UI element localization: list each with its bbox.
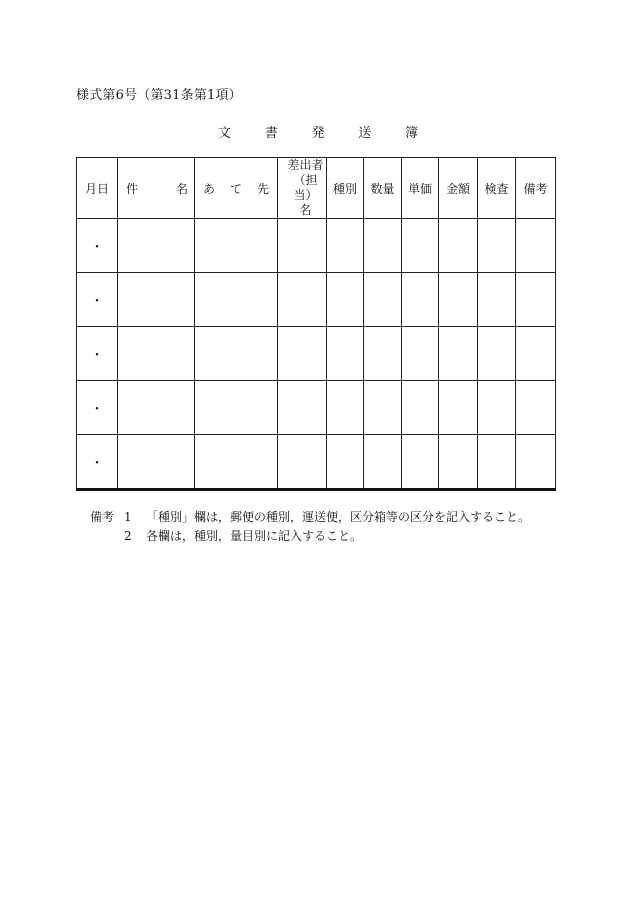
destination-cell[interactable]: [195, 219, 278, 273]
table-row: [77, 381, 556, 435]
notes-label: 備考: [90, 510, 115, 524]
header-destination-part: て: [229, 181, 242, 196]
type-cell[interactable]: [327, 435, 364, 490]
note-item: [90, 508, 530, 527]
document-dispatch-register-table: [76, 157, 556, 491]
type-cell[interactable]: [327, 273, 364, 327]
inspection-cell[interactable]: [478, 273, 516, 327]
header-amount: 金額: [439, 158, 478, 219]
inspection-cell[interactable]: [478, 435, 516, 490]
table-row: [77, 219, 556, 273]
date-cell[interactable]: ・: [77, 381, 118, 435]
sender-cell[interactable]: [278, 327, 327, 381]
sender-cell[interactable]: [278, 219, 327, 273]
sender-cell[interactable]: [278, 273, 327, 327]
header-subject: [118, 158, 195, 219]
sender-cell[interactable]: [278, 381, 327, 435]
amount-cell[interactable]: [439, 219, 478, 273]
document-title: [218, 122, 418, 141]
quantity-cell[interactable]: [364, 219, 402, 273]
header-quantity: 数量: [364, 158, 402, 219]
note-text: 「種別」欄は，郵便の種別，運送便，区分箱等の区分を記入すること。: [146, 510, 531, 524]
note-number: 1: [124, 510, 132, 524]
subject-cell[interactable]: [118, 273, 195, 327]
table-row: [77, 273, 556, 327]
title-char: 発: [311, 126, 325, 141]
header-inspection: 検査: [478, 158, 516, 219]
header-month-day: 月日: [77, 158, 118, 219]
destination-cell[interactable]: [195, 273, 278, 327]
header-subject-part: 件: [126, 181, 139, 196]
amount-cell[interactable]: [439, 435, 478, 490]
amount-cell[interactable]: [439, 273, 478, 327]
inspection-cell[interactable]: [478, 327, 516, 381]
remarks-cell[interactable]: [516, 327, 556, 381]
note-item: [90, 527, 530, 546]
form-number: 様式第6号（第31条第1項）: [76, 88, 242, 103]
unit-price-cell[interactable]: [402, 327, 439, 381]
header-subject-part: 名: [175, 181, 188, 196]
date-cell[interactable]: ・: [77, 219, 118, 273]
date-cell[interactable]: ・: [77, 273, 118, 327]
remarks-cell[interactable]: [516, 381, 556, 435]
subject-cell[interactable]: [118, 219, 195, 273]
remarks-cell[interactable]: [516, 435, 556, 490]
header-destination-part: 先: [256, 181, 269, 196]
unit-price-cell[interactable]: [402, 273, 439, 327]
sender-cell[interactable]: [278, 435, 327, 490]
type-cell[interactable]: [327, 381, 364, 435]
note-text: 各欄は，種別，量目別に記入すること。: [146, 529, 363, 543]
unit-price-cell[interactable]: [402, 381, 439, 435]
unit-price-cell[interactable]: [402, 219, 439, 273]
inspection-cell[interactable]: [478, 381, 516, 435]
amount-cell[interactable]: [439, 381, 478, 435]
header-remarks: 備考: [516, 158, 556, 219]
title-char: 簿: [404, 126, 418, 141]
remarks-cell[interactable]: [516, 219, 556, 273]
header-destination: [195, 158, 278, 219]
quantity-cell[interactable]: [364, 273, 402, 327]
destination-cell[interactable]: [195, 381, 278, 435]
header-row: [77, 158, 556, 219]
type-cell[interactable]: [327, 219, 364, 273]
subject-cell[interactable]: [118, 435, 195, 490]
subject-cell[interactable]: [118, 381, 195, 435]
destination-cell[interactable]: [195, 435, 278, 490]
destination-cell[interactable]: [195, 327, 278, 381]
header-unit-price: 単価: [402, 158, 439, 219]
title-char: 文: [218, 126, 232, 141]
quantity-cell[interactable]: [364, 381, 402, 435]
note-number: 2: [124, 529, 132, 543]
date-cell[interactable]: ・: [77, 327, 118, 381]
table-row: [77, 435, 556, 490]
unit-price-cell[interactable]: [402, 435, 439, 490]
amount-cell[interactable]: [439, 327, 478, 381]
header-sender-line: 名: [299, 203, 312, 217]
header-sender-line: 差出者: [287, 158, 324, 172]
inspection-cell[interactable]: [478, 219, 516, 273]
subject-cell[interactable]: [118, 327, 195, 381]
title-char: 書: [264, 126, 278, 141]
quantity-cell[interactable]: [364, 435, 402, 490]
quantity-cell[interactable]: [364, 327, 402, 381]
date-cell[interactable]: ・: [77, 435, 118, 490]
remarks-cell[interactable]: [516, 273, 556, 327]
notes-section: [90, 508, 530, 546]
header-destination-part: あ: [203, 181, 216, 196]
header-sender-line: （担当）: [293, 173, 318, 202]
header-type: 種別: [327, 158, 364, 219]
table-row: [77, 327, 556, 381]
header-sender: [278, 158, 327, 219]
title-char: 送: [358, 126, 372, 141]
notes-label-spacer: [90, 527, 124, 546]
type-cell[interactable]: [327, 327, 364, 381]
